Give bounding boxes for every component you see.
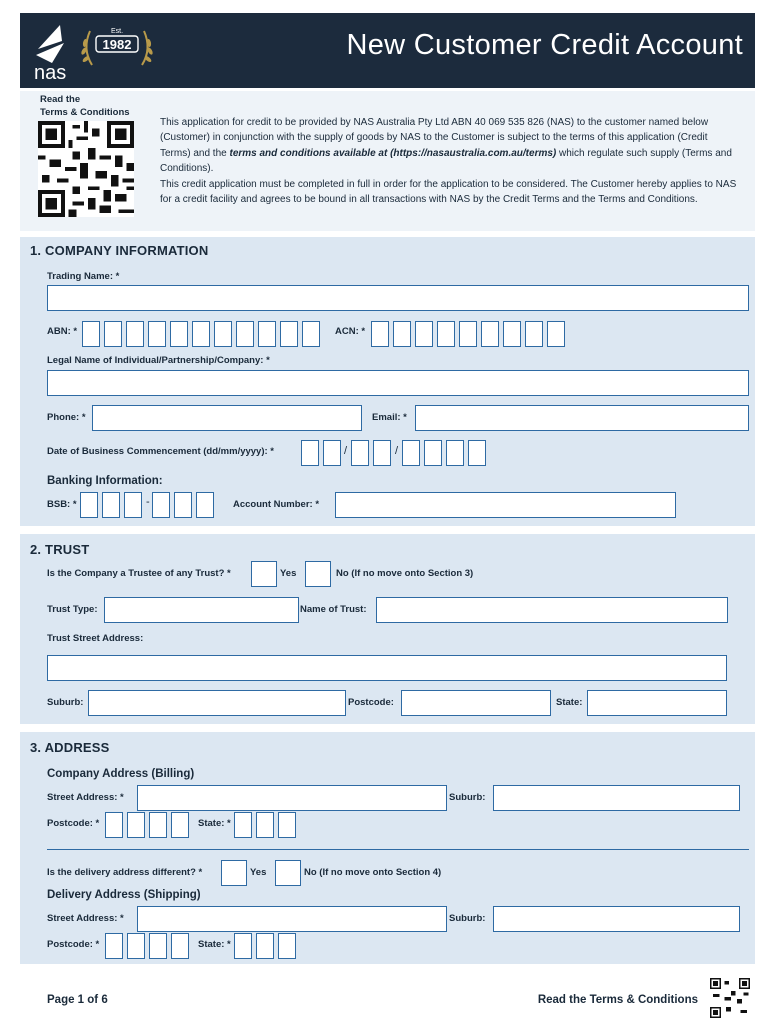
billing-state-label: State: * [198,818,231,829]
character-cell[interactable] [373,440,391,466]
delivery-question: Is the delivery address different? * [47,867,203,878]
character-cell[interactable] [236,321,254,347]
legal-name-label: Legal Name of Individual/Partnership/Company: * [47,355,270,366]
trust-type-label: Trust Type: [47,604,98,615]
account-number-input[interactable] [335,492,676,518]
commencement-date-label: Date of Business Commencement (dd/mm/yyyy): * [47,446,275,457]
character-cell[interactable] [280,321,298,347]
trust-no-checkbox[interactable] [305,561,331,587]
character-cell[interactable] [402,440,420,466]
character-cell[interactable] [127,933,145,959]
section-title: 1. COMPANY INFORMATION [30,243,209,258]
character-cell[interactable] [256,812,274,838]
email-input[interactable] [415,405,749,431]
character-cell[interactable] [459,321,477,347]
character-cell[interactable] [149,933,167,959]
character-cell[interactable] [415,321,433,347]
intro-panel [20,91,755,231]
date-separator: / [344,445,348,457]
character-cell[interactable] [301,440,319,466]
acn-label: ACN: * [335,326,366,337]
phone-label: Phone: * [47,412,86,423]
nas-logo [30,19,180,83]
trust-street-label: Trust Street Address: [47,633,144,644]
character-cell[interactable] [302,321,320,347]
billing-heading: Company Address (Billing) [47,768,195,780]
character-cell[interactable] [256,933,274,959]
character-cell[interactable] [171,812,189,838]
section-company-information [20,237,755,526]
character-cell[interactable] [196,492,214,518]
character-cell[interactable] [214,321,232,347]
billing-postcode-label: Postcode: * [47,818,100,829]
delivery-no-checkbox[interactable] [275,860,301,886]
qr-code-icon[interactable] [38,121,134,217]
character-cell[interactable] [424,440,442,466]
character-cell[interactable] [80,492,98,518]
trust-name-label: Name of Trust: [300,604,367,615]
character-cell[interactable] [234,933,252,959]
svg-text:1982: 1982 [102,37,132,52]
phone-input[interactable] [92,405,362,431]
character-cell[interactable] [148,321,166,347]
trust-name-input[interactable] [376,597,728,623]
trust-type-input[interactable] [104,597,299,623]
banking-heading: Banking Information: [47,475,163,487]
date-separator: / [395,445,399,457]
character-cell[interactable] [278,812,296,838]
shipping-heading: Delivery Address (Shipping) [47,889,201,901]
trust-state-input[interactable] [587,690,727,716]
character-cell[interactable] [105,933,123,959]
character-cell[interactable] [124,492,142,518]
billing-suburb-label: Suburb: [449,792,486,803]
character-cell[interactable] [371,321,389,347]
character-cell[interactable] [126,321,144,347]
delivery-yes-checkbox[interactable] [221,860,247,886]
trust-postcode-input[interactable] [401,690,551,716]
shipping-state-label: State: * [198,939,231,950]
svg-text:Est.: Est. [110,28,124,35]
section-trust [20,534,755,724]
character-cell[interactable] [152,492,170,518]
read-terms-link[interactable]: Read the Terms & Conditions [537,994,698,1006]
section-title: 2. TRUST [30,542,90,557]
character-cell[interactable] [278,933,296,959]
shipping-street-input[interactable] [137,906,447,932]
character-cell[interactable] [323,440,341,466]
bsb-label: BSB: * [47,499,77,510]
shipping-street-label: Street Address: * [47,913,124,924]
character-cell[interactable] [102,492,120,518]
section-address [20,732,755,964]
intro-text: This application for credit to be provided by NAS Australia Pty Ltd ABN 40 069 535 826 (NAS) to the customer named below (Customer) in conjunction with the supply of goods by NAS to the Customer is subject to the terms of this application (Credit Terms) and the terms and conditions available at (https://nasaustralia.com.au/terms) which regulate such supply (Terms and Conditions). This credit application must be completed in full in order for the application to be considered. The Customer hereby applies to NAS for a credit facility and agrees to be bound in all transactions with NAS by the Credit Terms and the Terms and Conditions. [160,117,737,206]
character-cell[interactable] [547,321,565,347]
section-title: 3. ADDRESS [30,740,110,755]
character-cell[interactable] [104,321,122,347]
character-cell[interactable] [149,812,167,838]
trading-name-label: Trading Name: * [47,271,120,282]
header-banner [20,13,755,88]
billing-suburb-input[interactable] [493,785,740,811]
character-cell[interactable] [468,440,486,466]
account-number-label: Account Number: * [233,499,320,510]
trust-suburb-input[interactable] [88,690,346,716]
character-cell[interactable] [351,440,369,466]
character-cell[interactable] [82,321,100,347]
character-cell[interactable] [170,321,188,347]
delivery-no-label: No (If no move onto Section 4) [304,867,442,878]
trading-name-input[interactable] [47,285,749,311]
email-label: Email: * [372,412,407,423]
shipping-postcode-label: Postcode: * [47,939,100,950]
character-cell[interactable] [503,321,521,347]
trust-postcode-label: Postcode: [348,697,394,708]
bsb-separator: - [146,496,150,508]
character-cell[interactable] [127,812,145,838]
trust-yes-checkbox[interactable] [251,561,277,587]
character-cell[interactable] [105,812,123,838]
character-cell[interactable] [437,321,455,347]
character-cell[interactable] [481,321,499,347]
billing-street-input[interactable] [137,785,447,811]
delivery-yes-label: Yes [250,867,267,878]
qr-code-icon[interactable] [710,978,750,1018]
character-cell[interactable] [393,321,411,347]
svg-text:nas: nas [34,62,67,83]
character-cell[interactable] [234,812,252,838]
page-number: Page 1 of 6 [47,994,108,1006]
read-terms-label: Read the Terms & Conditions [40,94,130,118]
character-cell[interactable] [171,933,189,959]
trust-street-input[interactable] [47,655,727,681]
abn-label: ABN: * [47,326,78,337]
shipping-suburb-label: Suburb: [449,913,486,924]
character-cell[interactable] [192,321,210,347]
legal-name-input[interactable] [47,370,749,396]
character-cell[interactable] [174,492,192,518]
billing-street-label: Street Address: * [47,792,124,803]
trust-state-label: State: [556,697,583,708]
divider [47,849,749,850]
character-cell[interactable] [258,321,276,347]
character-cell[interactable] [446,440,464,466]
shipping-suburb-input[interactable] [493,906,740,932]
page-title: New Customer Credit Account [346,29,743,61]
trust-yes-label: Yes [280,568,297,579]
trust-suburb-label: Suburb: [47,697,84,708]
trust-no-label: No (If no move onto Section 3) [336,568,474,579]
trustee-question: Is the Company a Trustee of any Trust? * [47,568,231,579]
character-cell[interactable] [525,321,543,347]
